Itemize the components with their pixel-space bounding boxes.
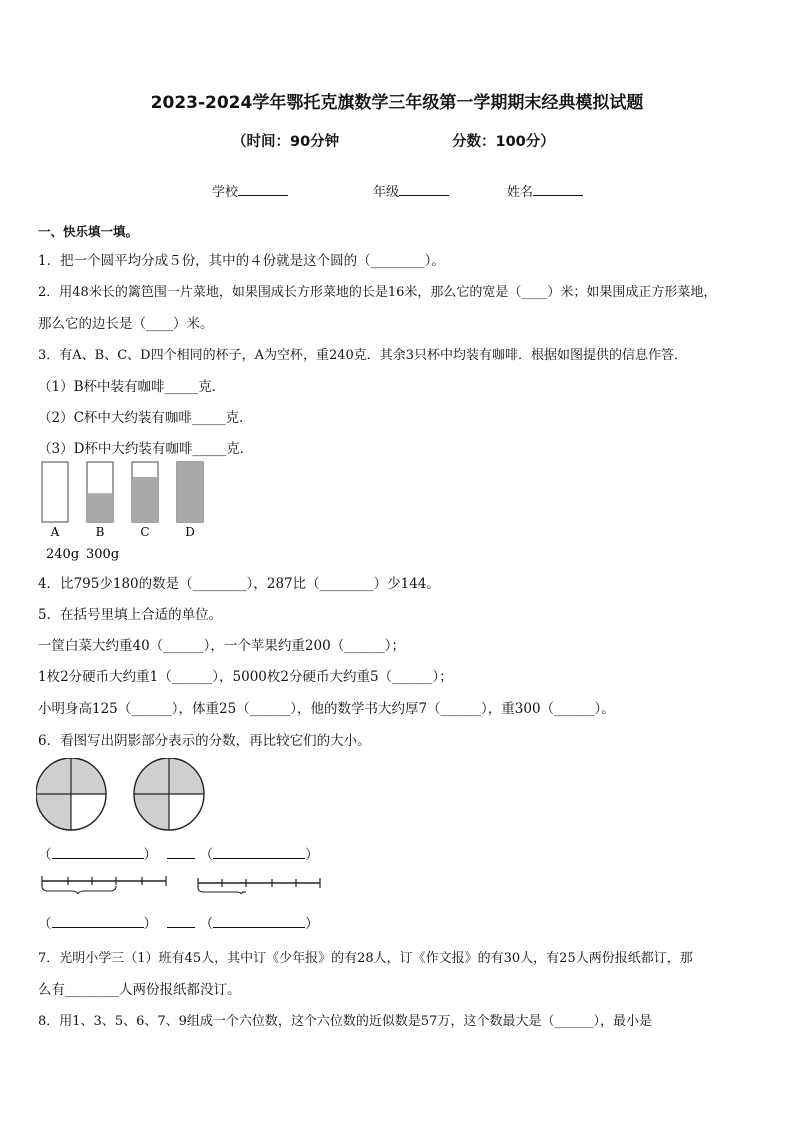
answer-blank[interactable]: [52, 845, 144, 859]
cup-c-label: C: [140, 525, 150, 539]
exam-time: （时间：90分钟: [232, 134, 340, 150]
question-5-line-2: 1枚2分硬币大约重1（______），5000枚2分硬币大约重5（______）；: [38, 669, 453, 685]
cup-d-coffee: [177, 462, 203, 522]
question-7-line-1: 7．光明小学三（1）班有45人，其中订《少年报》的有28人，订《作文报》的有30人，有25人两份报纸都订，那: [38, 951, 693, 966]
paren-open: （: [199, 847, 214, 863]
paren-close: ）: [143, 847, 157, 863]
paren-close: ）: [305, 847, 319, 863]
circle-a: [36, 758, 106, 830]
question-7-line-2: 么有________人两份报纸都没订。: [38, 982, 241, 998]
name-label: 姓名: [507, 185, 534, 200]
segment-b-brace: [198, 888, 246, 894]
name-field: [507, 181, 583, 200]
question-3-part-3: （3）D杯中大约装有咖啡_____克．: [38, 441, 254, 457]
answer-blank[interactable]: [52, 914, 144, 928]
school-label: 学校: [212, 185, 239, 200]
paren-close: ）: [305, 916, 319, 932]
question-3-stem: 3．有A、B、C、D四个相同的杯子，A为空杯，重240克．其余3只杯中均装有咖啡．根据如图提供的信息作答．: [38, 348, 688, 363]
school-field: [212, 181, 288, 200]
cup-d-label: D: [185, 525, 195, 539]
question-3-part-1: （1）B杯中装有咖啡_____克．: [38, 379, 226, 395]
paren-open: （: [38, 916, 52, 932]
segment-a-brace: [42, 886, 116, 894]
cups-figure: [36, 458, 226, 566]
school-blank[interactable]: [238, 182, 288, 196]
exam-score: 分数：100分）: [452, 134, 555, 150]
circle-figures: [36, 758, 226, 834]
answer-blank[interactable]: [213, 914, 305, 928]
question-6-answer-row-1: [38, 843, 319, 863]
section-heading: 一、快乐填一填。: [38, 224, 139, 239]
cup-b-label: B: [95, 525, 105, 539]
compare-blank[interactable]: [167, 845, 195, 859]
cup-a-weight: 240g: [46, 547, 80, 562]
cup-c-coffee: [132, 477, 158, 522]
question-6-answer-row-2: [38, 912, 319, 932]
grade-label: 年级: [373, 185, 400, 200]
cup-c: [132, 462, 158, 539]
compare-blank[interactable]: [167, 914, 195, 928]
question-3-part-2: （2）C杯中大约装有咖啡_____克．: [38, 410, 253, 426]
question-6-stem: 6．看图写出阴影部分表示的分数，再比较它们的大小。: [38, 733, 371, 749]
segment-b: [198, 878, 320, 894]
question-8: 8．用1、3、5、6、7、9组成一个六位数，这个六位数的近似数是57万，这个数最大是（______），最小是: [38, 1014, 652, 1029]
circle-b: [134, 758, 204, 830]
question-5-line-3: 小明身高125（______），体重25（______），他的数学书大约厚7（______），重300（______）。: [38, 701, 615, 717]
question-4: 4．比795少180的数是（________），287比（________）少144。: [38, 576, 440, 592]
page-title: 2023-2024学年鄂托克旗数学三年级第一学期期末经典模拟试题: [150, 93, 644, 113]
paren-open: （: [199, 916, 214, 932]
question-2-line-1: 2．用48米长的篱笆围一片菜地，如果围成长方形菜地的长是16米，那么它的宽是（____）米；如果围成正方形菜地，: [38, 285, 717, 300]
cup-b-coffee: [87, 493, 113, 522]
answer-blank[interactable]: [213, 845, 305, 859]
name-blank[interactable]: [533, 182, 583, 196]
cup-d: [177, 462, 203, 539]
segment-figures: [36, 872, 326, 894]
cup-a: [42, 462, 68, 539]
cup-b-weight: 300g: [86, 547, 120, 562]
segment-a: [42, 876, 166, 894]
paren-open: （: [38, 847, 52, 863]
paren-close: ）: [143, 916, 157, 932]
question-5-line-1: 一筐白菜大约重40（______），一个苹果约重200（______）；: [38, 638, 405, 654]
cup-b: [87, 462, 113, 539]
question-1: 1．把一个圆平均分成５份，其中的４份就是这个圆的（________）。: [38, 253, 445, 269]
cup-a-outline: [42, 462, 68, 522]
question-5-stem: 5．在括号里填上合适的单位。: [38, 607, 223, 623]
question-2-line-2: 那么它的边长是（____）米。: [38, 316, 214, 332]
cup-a-label: A: [50, 525, 60, 539]
grade-blank[interactable]: [399, 182, 449, 196]
grade-field: [373, 181, 449, 200]
